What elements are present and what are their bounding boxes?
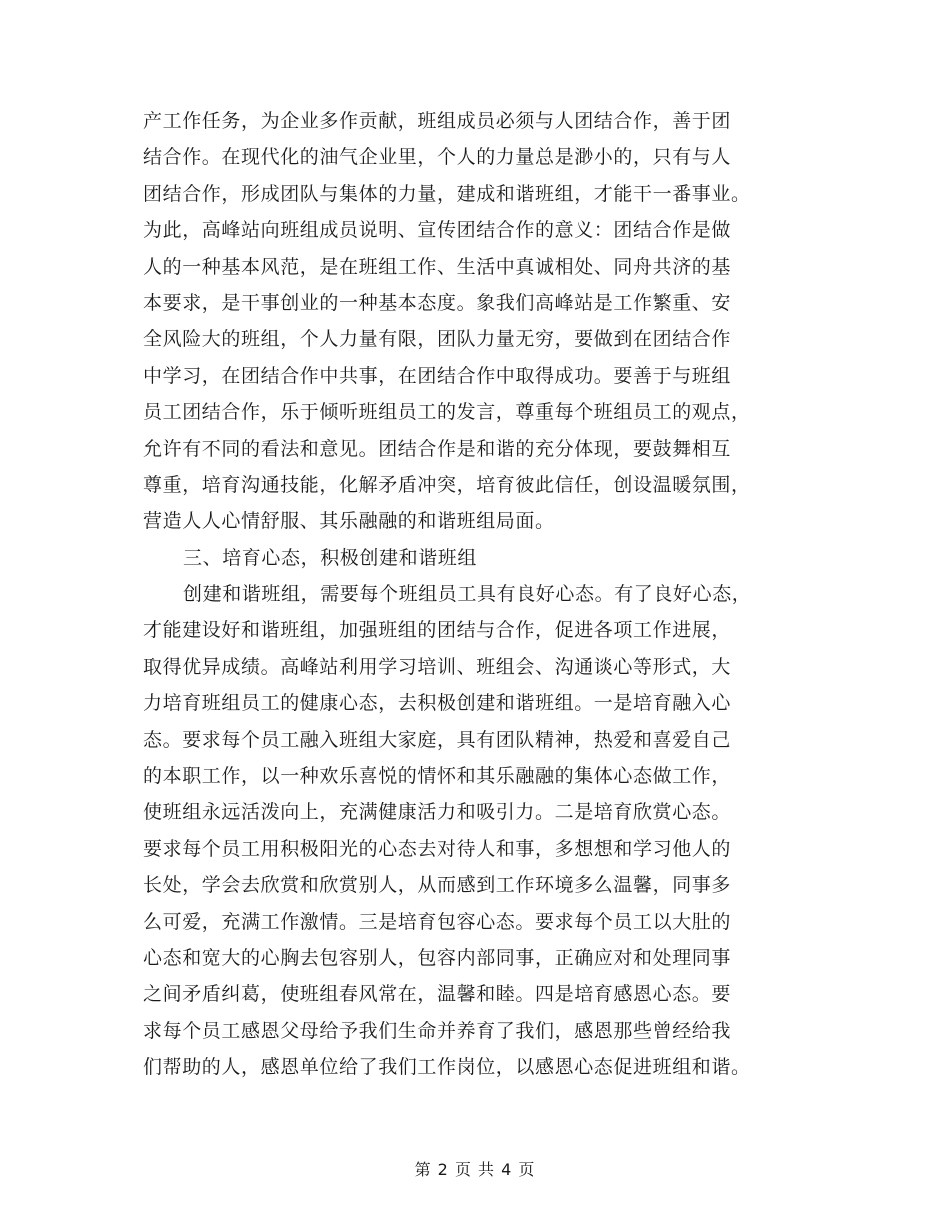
text-line: 尊重，培育沟通技能，化解矛盾冲突，培育彼此信任，创设温暖氛围， [143,473,751,496]
text-line: 么可爱，充满工作激情。三是培育包容心态。要求每个员工以大肚的 [143,910,732,933]
text-line: 长处，学会去欣赏和欣赏别人，从而感到工作环境多么温馨，同事多 [143,874,732,897]
text-line: 力培育班组员工的健康心态，去积极创建和谐班组。一是培育融入心 [143,692,732,715]
text-line: 本要求，是干事创业的一种基本态度。象我们高峰站是工作繁重、安 [143,291,732,314]
page-footer: 第 2 页 共 4 页 [414,1160,536,1179]
text-line: 为此，高峰站向班组成员说明、宣传团结合作的意义：团结合作是做 [143,219,732,242]
text-line: 取得优异成绩。高峰站利用学习培训、班组会、沟通谈心等形式，大 [143,655,732,678]
text-line: 要求每个员工用积极阳光的心态去对待人和事，多想想和学习他人的 [143,837,732,860]
text-line: 营造人人心情舒服、其乐融融的和谐班组局面。 [143,510,555,533]
text-line: 团结合作，形成团队与集体的力量，建成和谐班组，才能干一番事业。 [143,182,751,205]
text-line: 们帮助的人，感恩单位给了我们工作岗位，以感恩心态促进班组和谐。 [143,1056,751,1079]
text-line: 求每个员工感恩父母给予我们生命并养育了我们，感恩那些曾经给我 [143,1019,732,1042]
text-line: 员工团结合作，乐于倾听班组员工的发言，尊重每个班组员工的观点， [143,401,751,424]
text-line: 全风险大的班组，个人力量有限，团队力量无穷，要做到在团结合作 [143,328,732,351]
body-text [143,103,823,1086]
section-heading: 三、培育心态，积极创建和谐班组 [183,546,478,569]
text-line: 态。要求每个员工融入班组大家庭，具有团队精神，热爱和喜爱自己 [143,728,732,751]
text-line: 使班组永远活泼向上，充满健康活力和吸引力。二是培育欣赏心态。 [143,801,732,824]
text-line: 的本职工作，以一种欢乐喜悦的情怀和其乐融融的集体心态做工作， [143,765,732,788]
text-line: 结合作。在现代化的油气企业里，个人的力量总是渺小的，只有与人 [143,146,732,169]
text-line: 允许有不同的看法和意见。团结合作是和谐的充分体现，要鼓舞相互 [143,437,732,460]
text-line: 心态和宽大的心胸去包容别人，包容内部同事，正确应对和处理同事 [143,946,732,969]
text-line: 之间矛盾纠葛，使班组春风常在，温馨和睦。四是培育感恩心态。要 [143,983,732,1006]
text-line: 产工作任务，为企业多作贡献，班组成员必须与人团结合作，善于团 [143,110,732,132]
text-line: 中学习，在团结合作中共事，在团结合作中取得成功。要善于与班组 [143,364,732,387]
text-line: 人的一种基本风范，是在班组工作、生活中真诚相处、同舟共济的基 [143,255,732,278]
text-line: 才能建设好和谐班组，加强班组的团结与合作，促进各项工作进展， [143,619,732,642]
paragraph-first-line: 创建和谐班组，需要每个班组员工具有良好心态。有了良好心态， [183,583,752,606]
